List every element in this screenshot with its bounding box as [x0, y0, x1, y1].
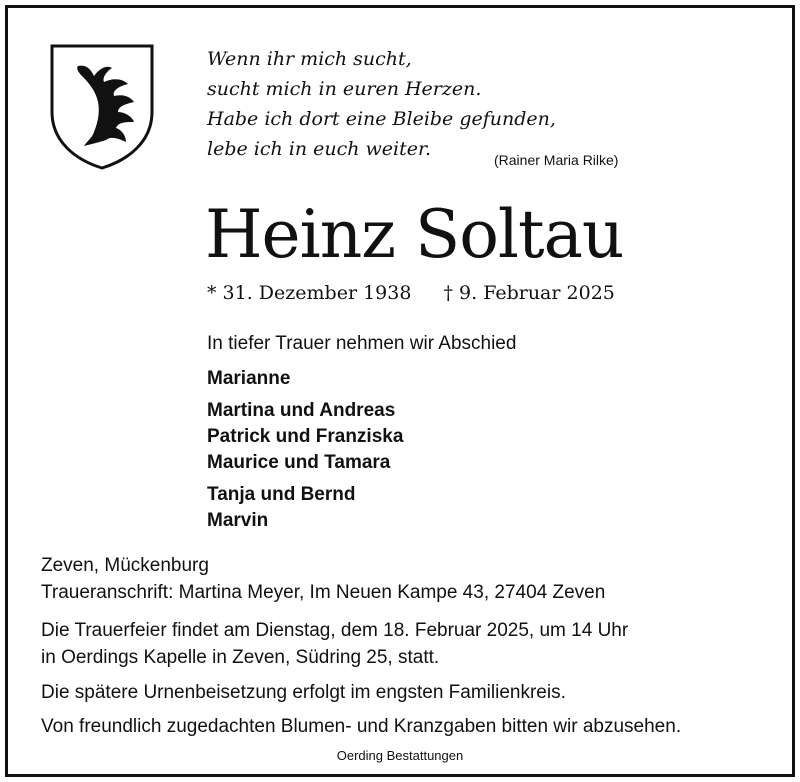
service-line: in Oerdings Kapelle in Zeven, Südring 25, statt.	[41, 647, 440, 668]
family-group-3	[207, 482, 355, 534]
poem-line: lebe ich in euch weiter.	[207, 138, 432, 160]
antler-shield-icon	[48, 42, 156, 172]
poem-line: sucht mich in euren Herzen.	[207, 78, 482, 100]
life-dates	[207, 282, 641, 304]
poem	[207, 44, 556, 164]
place-line: Zeven, Mückenburg	[41, 555, 209, 576]
poem-line: Wenn ihr mich sucht,	[207, 48, 412, 70]
family-member: Patrick und Franziska	[207, 426, 404, 447]
death-date: † 9. Februar 2025	[443, 282, 615, 304]
family-group-2	[207, 398, 403, 476]
family-group-1	[207, 366, 290, 392]
farewell-line: In tiefer Trauer nehmen wir Abschied	[207, 333, 517, 354]
service-line: Die Trauerfeier findet am Dienstag, dem 18. Februar 2025, um 14 Uhr	[41, 620, 629, 641]
funeral-home: Oerding Bestattungen	[336, 748, 464, 763]
family-member: Martina und Andreas	[207, 400, 396, 421]
birth-date: * 31. Dezember 1938	[207, 282, 412, 304]
poem-author: (Rainer Maria Rilke)	[494, 152, 619, 168]
flowers-note: Von freundlich zugedachten Blumen- und Kranzgaben bitten wir abzusehen.	[41, 716, 682, 737]
family-member: Marianne	[207, 368, 291, 389]
address-block	[41, 552, 605, 606]
family-member: Maurice und Tamara	[207, 452, 391, 473]
deceased-name: Heinz Soltau	[205, 196, 624, 273]
burial-info: Die spätere Urnenbeisetzung erfolgt im engsten Familienkreis.	[41, 682, 566, 703]
poem-line: Habe ich dort eine Bleibe gefunden,	[207, 108, 556, 130]
family-member: Tanja und Bernd	[207, 484, 356, 505]
service-info	[41, 617, 628, 671]
family-member: Marvin	[207, 510, 269, 531]
mailing-address: Traueranschrift: Martina Meyer, Im Neuen Kampe 43, 27404 Zeven	[41, 582, 606, 603]
